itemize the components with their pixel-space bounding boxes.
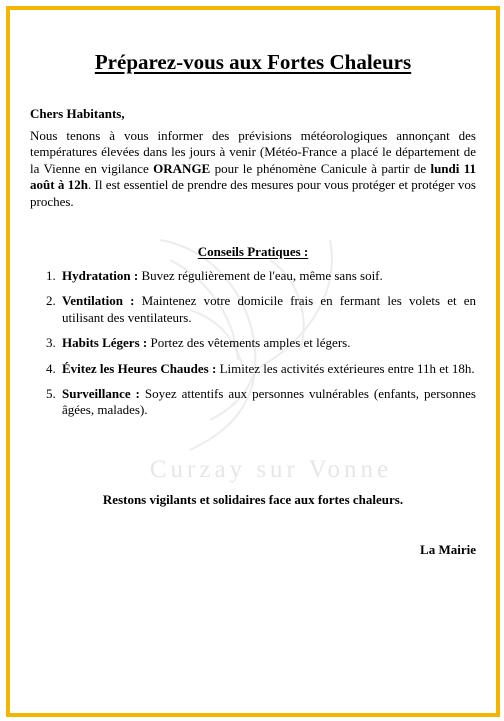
watermark-text: Curzay sur Vonne xyxy=(149,456,393,483)
page-title: Préparez-vous aux Fortes Chaleurs xyxy=(94,50,412,74)
tip-text: Maintenez votre domicile frais en fermant les volets et en utilisant des ventilateurs. xyxy=(62,293,477,325)
tip-label: Ventilation : xyxy=(62,293,135,309)
vigilance-date: lundi 11 août à 12h xyxy=(30,160,477,193)
list-item xyxy=(30,386,476,419)
tip-text: Limitez les activités extérieures entre 11h et 18h. xyxy=(216,360,475,376)
tip-number: 1. xyxy=(46,268,56,283)
tip-label: Habits Légers : xyxy=(62,335,148,351)
signature: La Mairie xyxy=(420,542,476,557)
greeting: Chers Habitants, xyxy=(30,106,125,121)
intro-text-3: . Il est essentiel de prendre des mesures pour vous protéger et protéger vos proches. xyxy=(30,177,476,209)
tip-label: Évitez les Heures Chaudes : xyxy=(62,360,217,376)
advice-heading: Conseils Pratiques : xyxy=(197,244,309,259)
tip-number: 2. xyxy=(46,293,56,309)
intro-text-2: pour le phénomène Canicule à partir de xyxy=(210,160,431,176)
tip-number: 3. xyxy=(46,335,56,351)
tip-label: Surveillance : xyxy=(62,386,140,402)
list-item xyxy=(30,335,476,351)
vigilance-level: ORANGE xyxy=(153,160,211,176)
tip-text: Buvez régulièrement de l'eau, même sans soif. xyxy=(138,268,383,283)
intro-paragraph xyxy=(30,128,476,210)
tip-text: Soyez attentifs aux personnes vulnérables (enfants, personnes âgées, malades). xyxy=(62,386,476,418)
intro-text-1: Nous tenons à vous informer des prévisions météorologiques annonçant des températures élevées dans les jours à venir (Météo-France a placé le département de la Vienne en vigilance xyxy=(30,128,476,176)
tip-number: 4. xyxy=(46,360,56,376)
list-item xyxy=(30,268,476,284)
tip-label: Hydratation : xyxy=(62,268,139,283)
tip-number: 5. xyxy=(46,386,56,402)
tip-text: Portez des vêtements amples et légers. xyxy=(147,335,351,351)
list-item xyxy=(30,293,476,326)
list-item xyxy=(30,361,476,377)
tips-list xyxy=(30,268,476,419)
notice-page xyxy=(6,6,500,717)
closing-line: Restons vigilants et solidaires face aux fortes chaleurs. xyxy=(102,492,404,507)
